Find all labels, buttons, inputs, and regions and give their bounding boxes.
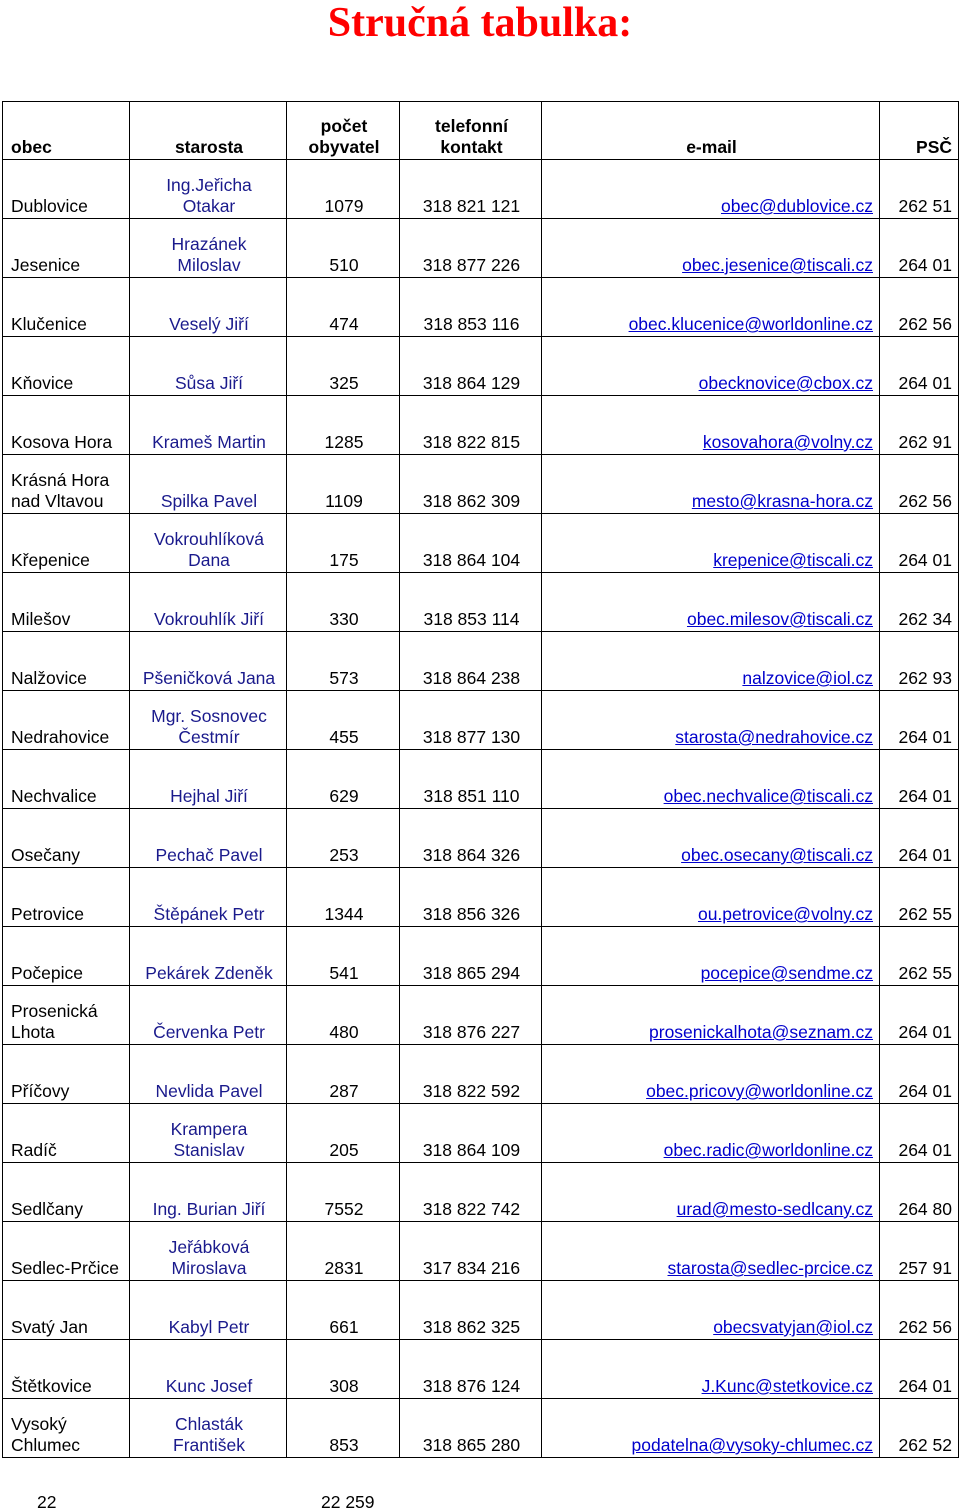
cell-starosta: Štěpánek Petr — [130, 868, 287, 927]
header-psc: PSČ — [880, 102, 959, 160]
cell-pocet: 1079 — [287, 160, 400, 219]
cell-psc: 262 56 — [880, 1281, 959, 1340]
cell-psc: 264 01 — [880, 337, 959, 396]
total-population: 22 259 — [321, 1492, 375, 1512]
table-row — [3, 337, 959, 396]
cell-starosta: Ing. Burian Jiří — [130, 1163, 287, 1222]
cell-telefon: 317 834 216 — [400, 1222, 542, 1281]
table-row — [3, 1281, 959, 1340]
cell-obec: Sedlčany — [3, 1163, 130, 1222]
cell-starosta: Pšeničková Jana — [130, 632, 287, 691]
municipality-table — [2, 101, 959, 1458]
email-link[interactable]: mesto@krasna-hora.cz — [542, 455, 880, 514]
table-row — [3, 219, 959, 278]
email-link[interactable]: podatelna@vysoky-chlumec.cz — [542, 1399, 880, 1458]
cell-telefon: 318 822 815 — [400, 396, 542, 455]
cell-obec: Milešov — [3, 573, 130, 632]
email-link[interactable]: obec.jesenice@tiscali.cz — [542, 219, 880, 278]
header-obec: obec — [3, 102, 130, 160]
cell-starosta: Veselý Jiří — [130, 278, 287, 337]
email-link[interactable]: obec.milesov@tiscali.cz — [542, 573, 880, 632]
page-title: Stručná tabulka: — [327, 0, 633, 46]
table-row — [3, 1222, 959, 1281]
cell-telefon: 318 862 309 — [400, 455, 542, 514]
cell-pocet: 474 — [287, 278, 400, 337]
header-telefon: telefonní kontakt — [400, 102, 542, 160]
email-link[interactable]: obec.klucenice@worldonline.cz — [542, 278, 880, 337]
cell-telefon: 318 865 294 — [400, 927, 542, 986]
cell-telefon: 318 876 227 — [400, 986, 542, 1045]
cell-psc: 262 56 — [880, 278, 959, 337]
cell-obec: Křepenice — [3, 514, 130, 573]
cell-starosta: Nevlida Pavel — [130, 1045, 287, 1104]
email-link[interactable]: prosenickalhota@seznam.cz — [542, 986, 880, 1045]
table-header-row — [3, 102, 959, 160]
cell-obec: Kosova Hora — [3, 396, 130, 455]
table-row — [3, 455, 959, 514]
email-link[interactable]: obec.radic@worldonline.cz — [542, 1104, 880, 1163]
email-link[interactable]: starosta@nedrahovice.cz — [542, 691, 880, 750]
table-row — [3, 514, 959, 573]
cell-psc: 262 56 — [880, 455, 959, 514]
email-link[interactable]: ou.petrovice@volny.cz — [542, 868, 880, 927]
email-link[interactable]: obec.osecany@tiscali.cz — [542, 809, 880, 868]
header-starosta: starosta — [130, 102, 287, 160]
cell-telefon: 318 853 114 — [400, 573, 542, 632]
email-link[interactable]: obec.pricovy@worldonline.cz — [542, 1045, 880, 1104]
totals-row — [0, 1492, 960, 1512]
cell-starosta: Krampera Stanislav — [130, 1104, 287, 1163]
cell-obec: Sedlec-Prčice — [3, 1222, 130, 1281]
email-link[interactable]: krepenice@tiscali.cz — [542, 514, 880, 573]
cell-pocet: 1344 — [287, 868, 400, 927]
email-link[interactable]: kosovahora@volny.cz — [542, 396, 880, 455]
cell-starosta: Sůsa Jiří — [130, 337, 287, 396]
cell-starosta: Ing.Jeřicha Otakar — [130, 160, 287, 219]
table-row — [3, 1340, 959, 1399]
cell-obec: Petrovice — [3, 868, 130, 927]
cell-telefon: 318 822 592 — [400, 1045, 542, 1104]
cell-obec: Krásná Hora nad Vltavou — [3, 455, 130, 514]
cell-pocet: 7552 — [287, 1163, 400, 1222]
cell-pocet: 455 — [287, 691, 400, 750]
cell-obec: Jesenice — [3, 219, 130, 278]
cell-starosta: Červenka Petr — [130, 986, 287, 1045]
cell-starosta: Vokrouhlíková Dana — [130, 514, 287, 573]
cell-psc: 264 01 — [880, 986, 959, 1045]
cell-telefon: 318 865 280 — [400, 1399, 542, 1458]
cell-psc: 262 51 — [880, 160, 959, 219]
cell-obec: Osečany — [3, 809, 130, 868]
table-row — [3, 868, 959, 927]
cell-starosta: Hejhal Jiří — [130, 750, 287, 809]
cell-obec: Vysoký Chlumec — [3, 1399, 130, 1458]
table-row — [3, 691, 959, 750]
cell-obec: Svatý Jan — [3, 1281, 130, 1340]
cell-psc: 264 01 — [880, 691, 959, 750]
cell-telefon: 318 877 130 — [400, 691, 542, 750]
cell-obec: Nalžovice — [3, 632, 130, 691]
total-municipalities: 22 — [37, 1492, 57, 1512]
email-link[interactable]: obec@dublovice.cz — [542, 160, 880, 219]
cell-obec: Radíč — [3, 1104, 130, 1163]
table-row — [3, 750, 959, 809]
email-link[interactable]: J.Kunc@stetkovice.cz — [542, 1340, 880, 1399]
cell-psc: 262 93 — [880, 632, 959, 691]
cell-obec: Štětkovice — [3, 1340, 130, 1399]
table-row — [3, 1104, 959, 1163]
cell-pocet: 330 — [287, 573, 400, 632]
email-link[interactable]: starosta@sedlec-prcice.cz — [542, 1222, 880, 1281]
cell-pocet: 661 — [287, 1281, 400, 1340]
table-row — [3, 1399, 959, 1458]
cell-pocet: 573 — [287, 632, 400, 691]
cell-pocet: 480 — [287, 986, 400, 1045]
cell-psc: 264 01 — [880, 1104, 959, 1163]
cell-psc: 264 01 — [880, 809, 959, 868]
cell-pocet: 308 — [287, 1340, 400, 1399]
table-row — [3, 809, 959, 868]
cell-psc: 262 55 — [880, 927, 959, 986]
cell-telefon: 318 851 110 — [400, 750, 542, 809]
cell-starosta: Krameš Martin — [130, 396, 287, 455]
cell-telefon: 318 864 238 — [400, 632, 542, 691]
cell-psc: 264 01 — [880, 219, 959, 278]
cell-psc: 264 01 — [880, 1045, 959, 1104]
cell-psc: 264 01 — [880, 514, 959, 573]
cell-pocet: 287 — [287, 1045, 400, 1104]
table-row — [3, 396, 959, 455]
cell-telefon: 318 877 226 — [400, 219, 542, 278]
email-link[interactable]: obecknovice@cbox.cz — [542, 337, 880, 396]
cell-starosta: Pechač Pavel — [130, 809, 287, 868]
cell-starosta: Chlasták František — [130, 1399, 287, 1458]
cell-obec: Příčovy — [3, 1045, 130, 1104]
cell-obec: Nedrahovice — [3, 691, 130, 750]
cell-psc: 262 52 — [880, 1399, 959, 1458]
cell-psc: 262 34 — [880, 573, 959, 632]
cell-telefon: 318 822 742 — [400, 1163, 542, 1222]
cell-pocet: 629 — [287, 750, 400, 809]
cell-telefon: 318 864 109 — [400, 1104, 542, 1163]
cell-pocet: 2831 — [287, 1222, 400, 1281]
cell-telefon: 318 856 326 — [400, 868, 542, 927]
email-link[interactable]: nalzovice@iol.cz — [542, 632, 880, 691]
cell-starosta: Kabyl Petr — [130, 1281, 287, 1340]
cell-starosta: Jeřábková Miroslava — [130, 1222, 287, 1281]
cell-telefon: 318 864 129 — [400, 337, 542, 396]
table-row — [3, 632, 959, 691]
cell-starosta: Vokrouhlík Jiří — [130, 573, 287, 632]
cell-obec: Dublovice — [3, 160, 130, 219]
table-row — [3, 1163, 959, 1222]
email-link[interactable]: urad@mesto-sedlcany.cz — [542, 1163, 880, 1222]
cell-pocet: 541 — [287, 927, 400, 986]
cell-pocet: 205 — [287, 1104, 400, 1163]
cell-pocet: 325 — [287, 337, 400, 396]
cell-psc: 264 01 — [880, 750, 959, 809]
cell-pocet: 510 — [287, 219, 400, 278]
email-link[interactable]: obec.nechvalice@tiscali.cz — [542, 750, 880, 809]
table-row — [3, 1045, 959, 1104]
cell-psc: 262 55 — [880, 868, 959, 927]
cell-psc: 264 01 — [880, 1340, 959, 1399]
table-row — [3, 986, 959, 1045]
cell-pocet: 253 — [287, 809, 400, 868]
cell-telefon: 318 864 326 — [400, 809, 542, 868]
cell-starosta: Kunc Josef — [130, 1340, 287, 1399]
cell-telefon: 318 853 116 — [400, 278, 542, 337]
cell-pocet: 175 — [287, 514, 400, 573]
cell-obec: Prosenická Lhota — [3, 986, 130, 1045]
cell-starosta: Mgr. Sosnovec Čestmír — [130, 691, 287, 750]
cell-psc: 257 91 — [880, 1222, 959, 1281]
table-row — [3, 160, 959, 219]
email-link[interactable]: pocepice@sendme.cz — [542, 927, 880, 986]
table-row — [3, 927, 959, 986]
cell-telefon: 318 876 124 — [400, 1340, 542, 1399]
email-link[interactable]: obecsvatyjan@iol.cz — [542, 1281, 880, 1340]
cell-pocet: 853 — [287, 1399, 400, 1458]
cell-psc: 264 80 — [880, 1163, 959, 1222]
cell-obec: Klučenice — [3, 278, 130, 337]
cell-psc: 262 91 — [880, 396, 959, 455]
table-row — [3, 278, 959, 337]
cell-pocet: 1109 — [287, 455, 400, 514]
cell-starosta: Spilka Pavel — [130, 455, 287, 514]
cell-obec: Počepice — [3, 927, 130, 986]
cell-starosta: Hrazánek Miloslav — [130, 219, 287, 278]
cell-telefon: 318 862 325 — [400, 1281, 542, 1340]
table-row — [3, 573, 959, 632]
header-pocet: počet obyvatel — [287, 102, 400, 160]
cell-telefon: 318 864 104 — [400, 514, 542, 573]
cell-obec: Kňovice — [3, 337, 130, 396]
cell-starosta: Pekárek Zdeněk — [130, 927, 287, 986]
header-email: e-mail — [542, 102, 880, 160]
cell-obec: Nechvalice — [3, 750, 130, 809]
cell-pocet: 1285 — [287, 396, 400, 455]
cell-telefon: 318 821 121 — [400, 160, 542, 219]
